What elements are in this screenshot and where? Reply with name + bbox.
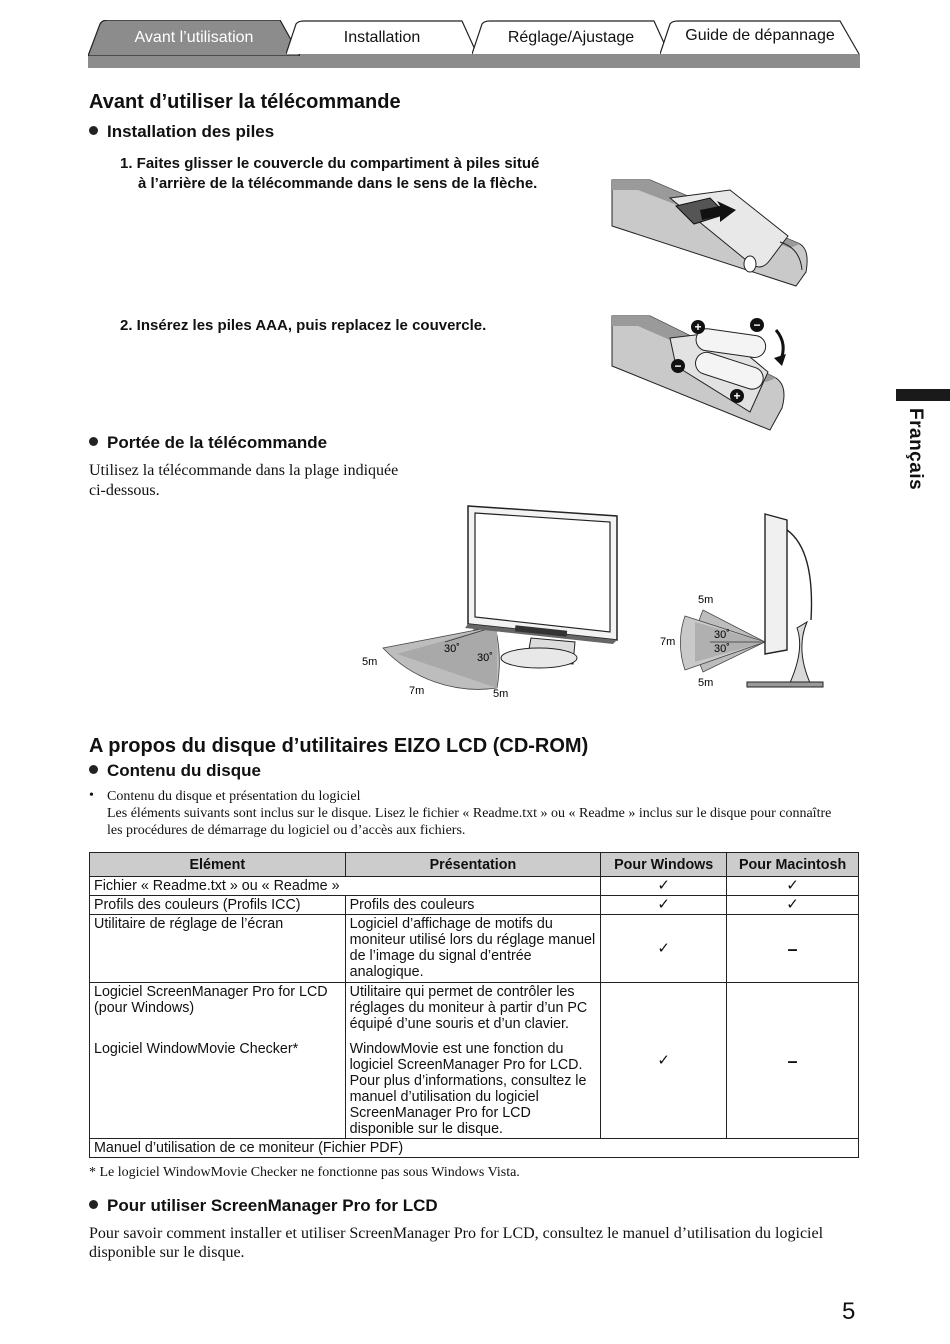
table-row: [90, 983, 859, 1041]
cell-windows: ✓: [601, 915, 727, 983]
side-angle-1: 30˚: [714, 629, 730, 641]
front-angle-1: 30˚: [444, 643, 460, 655]
screenmanager-text-line-2: disponible sur le disque.: [89, 1244, 245, 1261]
screenmanager-text-line-1: Pour savoir comment installer et utiliser ScreenManager Pro for LCD, consultez le manuel d’utilisation du logiciel: [89, 1225, 824, 1242]
cell-presentation: WindowMovie est une fonction du logiciel ScreenManager Pro for LCD. Pour plus d’informations, consultez le manuel d’utilisation du logiciel ScreenManager Pro for LCD disponible sur le disque.: [345, 1040, 601, 1139]
step-1-line-1: 1. Faites glisser le couvercle du compartiment à piles situé: [120, 155, 540, 172]
cell-macintosh: ✓: [727, 896, 859, 915]
cell-element: Logiciel WindowMovie Checker*: [90, 1040, 346, 1139]
cell-windows: ✓: [601, 896, 727, 915]
minus-sign-1-text: −: [753, 318, 761, 332]
cell-element: Manuel d’utilisation de ce moniteur (Fichier PDF): [90, 1139, 859, 1158]
range-text-line-1: Utilisez la télécommande dans la plage indiquée: [89, 462, 399, 479]
minus-sign-2-text: −: [674, 359, 682, 373]
language-label: Français: [905, 408, 926, 491]
range-diagram-front: [355, 498, 635, 708]
cell-element: Fichier « Readme.txt » ou « Readme »: [90, 877, 601, 896]
heading-screenmanager: [89, 1196, 438, 1216]
plus-sign-2-text: +: [733, 389, 741, 403]
tab-label: Installation: [343, 29, 421, 46]
header-element: Elément: [90, 853, 346, 877]
side-angle-2: 30˚: [714, 643, 730, 655]
tab-installation[interactable]: [286, 20, 478, 56]
range-diagram-side: [655, 510, 830, 695]
cell-element: Logiciel ScreenManager Pro for LCD (pour Windows): [90, 983, 346, 1041]
chapter-tabs: [88, 20, 860, 70]
heading-disc-contents-text: Contenu du disque: [107, 761, 261, 780]
language-marker-bar: [896, 389, 950, 401]
heading-batteries: [89, 122, 274, 142]
section-title-cdrom: A propos du disque d’utilitaires EIZO LCD (CD-ROM): [89, 735, 589, 757]
table-row: [90, 896, 859, 915]
front-left-distance: 5m: [362, 656, 378, 668]
bullet-dot: [89, 126, 98, 135]
cell-windows: ✓: [601, 877, 727, 896]
section-title-remote: Avant d’utiliser la télécommande: [89, 91, 401, 113]
tab-guide-depannage[interactable]: [660, 20, 860, 56]
cell-presentation: Profils des couleurs: [345, 896, 601, 915]
table-row: [90, 915, 859, 983]
table-header-row: [90, 853, 859, 877]
cell-element: Profils des couleurs (Profils ICC): [90, 896, 346, 915]
remote-cover-illustration: [610, 176, 815, 296]
front-right-distance: 5m: [493, 688, 509, 700]
heading-screenmanager-text: Pour utiliser ScreenManager Pro for LCD: [107, 1196, 438, 1215]
table-row: [90, 1139, 859, 1158]
bullet-line-2: Les éléments suivants sont inclus sur le disque. Lisez le fichier « Readme.txt » ou « Readme » inclus sur le disque pour connaître: [107, 806, 832, 821]
cell-macintosh: ✓: [727, 877, 859, 896]
tab-reglage-ajustage[interactable]: [472, 20, 670, 56]
tab-label: Réglage/Ajustage: [507, 29, 635, 46]
cell-presentation: Logiciel d’affichage de motifs du moniteur utilisé lors du réglage manuel de l’image du signal d’entrée analogique.: [345, 915, 601, 983]
side-top-distance: 5m: [698, 594, 714, 606]
header-windows: Pour Windows: [601, 853, 727, 877]
cell-macintosh: –: [727, 983, 859, 1139]
range-text-line-2: ci-dessous.: [89, 482, 160, 499]
side-bottom-distance: 5m: [698, 677, 714, 689]
page-number: 5: [842, 1298, 856, 1325]
plus-sign-1-text: +: [694, 320, 702, 334]
bullet-line-3: les procédures de démarrage du logiciel ou d’accès aux fichiers.: [107, 823, 466, 838]
table-footnote: * Le logiciel WindowMovie Checker ne fonctionne pas sous Windows Vista.: [89, 1165, 520, 1180]
bullet-mark: •: [89, 788, 94, 803]
bullet-dot: [89, 765, 98, 774]
tab-strip: [88, 54, 860, 68]
bullet-dot: [89, 437, 98, 446]
tab-avant-utilisation[interactable]: [88, 20, 300, 56]
front-center-distance: 7m: [409, 685, 425, 697]
step-1-line-2: à l’arrière de la télécommande dans le sens de la flèche.: [138, 175, 538, 192]
cell-presentation: Utilitaire qui permet de contrôler les réglages du moniteur à partir d’un PC équipé d’une souris et d’un clavier.: [345, 983, 601, 1041]
disc-contents-table: [89, 852, 859, 1158]
cell-element: Utilitaire de réglage de l’écran: [90, 915, 346, 983]
heading-range-text: Portée de la télécommande: [107, 433, 328, 452]
heading-batteries-text: Installation des piles: [107, 122, 275, 141]
step-2: 2. Insérez les piles AAA, puis replacez le couvercle.: [120, 317, 487, 334]
front-angle-2: 30˚: [477, 652, 493, 664]
header-presentation: Présentation: [345, 853, 601, 877]
heading-disc-contents: [89, 761, 261, 781]
heading-range: [89, 433, 327, 453]
remote-batteries-illustration: [610, 312, 790, 440]
tab-label: Guide de dépannage: [685, 27, 835, 44]
header-macintosh: Pour Macintosh: [727, 853, 859, 877]
cell-windows: ✓: [601, 983, 727, 1139]
bullet-line-1: Contenu du disque et présentation du logiciel: [107, 789, 361, 804]
side-center-distance: 7m: [660, 636, 676, 648]
tab-label: Avant l’utilisation: [134, 29, 254, 46]
cell-macintosh: –: [727, 915, 859, 983]
table-row: [90, 877, 859, 896]
bullet-dot: [89, 1200, 98, 1209]
